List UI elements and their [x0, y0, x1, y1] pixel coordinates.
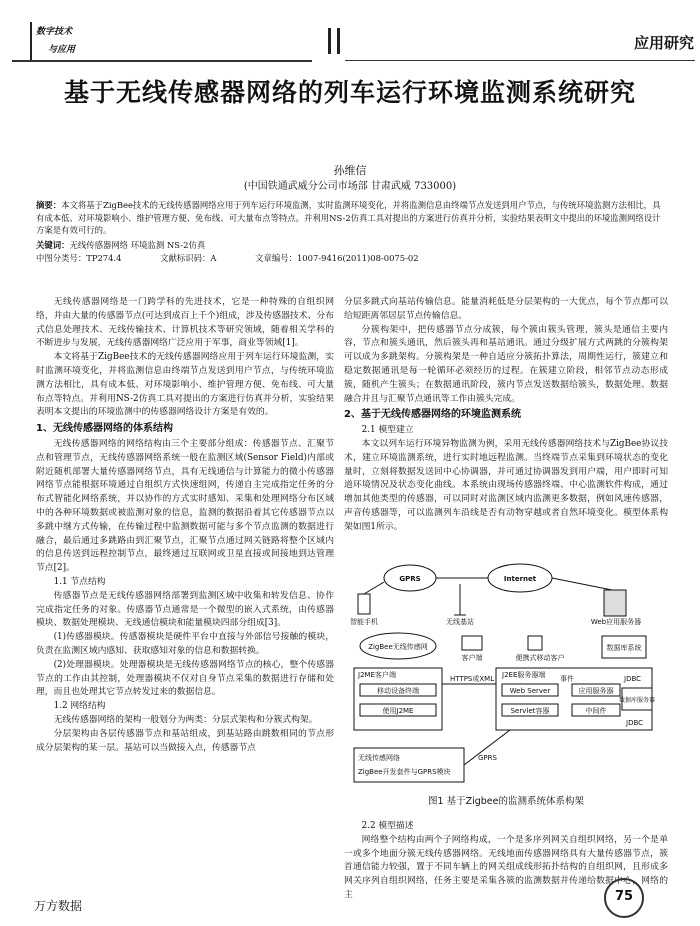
clc-number: 中图分类号：TP274.4 — [36, 253, 122, 263]
web-server-label: Web应用服务器 — [590, 618, 642, 626]
header-rule-left — [12, 60, 312, 62]
classification-meta — [36, 252, 666, 264]
db-system-label: 数据库系统 — [606, 644, 642, 652]
jdbc-label: JDBC — [624, 675, 642, 683]
abstract-text: 本文将基于ZigBee技术的无线传感器网络应用于列车运行环境监测，实时监测环境变化，并将监测信息由终端节点发送到用户节点，与传统环境监测方法相比，具有成本低、对环境影响小、维护管理方便、免布线、可大量布点等特点。并利用NS-2仿真工具对提出的方案进行仿真并分析，实验结果表明文中提出的环境监测网络设计方案是有效可行的。 — [36, 200, 661, 235]
figure-1-architecture — [350, 560, 658, 792]
subsection-heading: 2.2 模型描述 — [361, 821, 414, 831]
phone-label: 智能手机 — [350, 618, 378, 626]
article-number: 文章编号：1007-9416(2011)08-0075-02 — [255, 253, 419, 263]
servlet-label: Servlet容器 — [510, 707, 550, 715]
middleware-label: 中间件 — [585, 707, 607, 715]
mobile-client-label: 便携式移动客户 — [515, 654, 565, 662]
paragraph: 网络整个结构由两个子网络构成，一个是多序列网关自组织网络，另一个是单一或多个地面分簇无线传感器网络。无线地面传感器网络具有大量传感器节点，簇首通信能力较强，置于不同车辆上的网关组成线形拓扑结构的自组织网，且形成多网关序列自组织网络，任务主要是采集各簇的监测数据并传递给数据中心，网络的主 — [344, 834, 668, 900]
app-server-label: 应用服务器 — [578, 687, 614, 695]
left-column — [36, 296, 334, 755]
page-number-badge — [604, 878, 644, 918]
abstract-label: 摘要： — [36, 200, 62, 210]
header-rule-right — [345, 60, 695, 61]
logo-mark — [30, 22, 32, 62]
affiliation: (中国铁通武威分公司市场部 甘肃武威 733000) — [243, 181, 457, 192]
paragraph: 无线传感器网络的架构一般划分为两类：分层式架构和分簇式构架。 — [53, 714, 318, 725]
section-heading: 2、基于无线传感器网络的环境监测系统 — [344, 409, 521, 421]
paper-title: 基于无线传感器网络的列车运行环境监测系统研究 — [63, 78, 636, 107]
doc-code: 文献标识码：A — [160, 253, 217, 263]
section-heading: 1、无线传感器网络的体系结构 — [36, 423, 173, 435]
logo-line1: 数字技术 — [36, 27, 73, 37]
https-label: HTTPS或XML — [450, 675, 495, 683]
paragraph: (2)处理器模块。处理器模块是无线传感器网络节点的核心，整个传感器节点的工作由其控制，处理器模块不仅对自身节点采集的数据进行存储和处理，而且也处理其它节点转发过来的数据信息。 — [36, 659, 334, 698]
watermark-footer: 万方数据 — [34, 899, 83, 913]
author: 孙维信 — [333, 164, 367, 177]
event-label: 事件 — [560, 675, 574, 683]
paragraph: 传感器节点是无线传感器网络部署到监测区域中收集和转发信息、协作完成指定任务的对象。传感器节点通常是一个微型的嵌入式系统，由传感器模块、数据处理模块、无线通信模块和能量模块四部分组成[3]。 — [36, 590, 334, 629]
wsn-label: 无线传感网络 — [358, 754, 400, 762]
db-label: 数据库服务器 — [618, 697, 656, 704]
right-column-top — [344, 296, 668, 535]
paragraph: 分层架构由各层传感器节点和基站组成，到基站路由跳数相同的节点形成分层架构的某一层。基站可以当做接入点，传感器节点 — [36, 728, 334, 753]
keywords-label: 关键词： — [36, 240, 70, 250]
subsection-heading: 1.1 节点结构 — [53, 576, 106, 587]
use-j2me-label: 使用J2ME — [382, 707, 414, 715]
logo-line2: 与应用 — [48, 45, 76, 55]
figure-caption: 图1 基于Zigbee的监测系统体系构架 — [428, 796, 584, 807]
section-tag: 应用研究 — [633, 34, 694, 52]
keywords — [36, 239, 666, 252]
comm-device-label: 移动设备终端 — [377, 687, 419, 695]
paragraph: 本文以列车运行环境异物监测为例，采用无线传感器网络技术与ZigBee协议技术，建立环境监测系统，进行实时地远程监测。当终端节点采集到环境状态的变化量时，立刻将数据发送回中心协调器，并可通过协调器发到用户端，用户即时可知道环境情况及状态变化曲线。本系统由现场传感器终端、中心监测软件构成，通过增加其他类型的传感器，可以同时对监测区域内监测更多数据，例如风速传感器，声音传感器等，可以监测列车沿线是否有动物穿越或者自然环境变化。模型体系构架如图1所示。 — [344, 438, 668, 532]
client-icon — [462, 636, 482, 650]
zigbee-net-label: ZigBee无线传感网 — [368, 643, 428, 651]
zigbee-dev-label: ZigBee开发套件与GPRS模块 — [358, 768, 451, 776]
jdbc2-label: JDBC — [626, 719, 644, 727]
paragraph: 分层多跳式向基站传输信息。能量消耗低是分层架构的一大优点，每个节点都可以给短距离邻居层节点传输信息。 — [344, 297, 668, 321]
paragraph: 无线传感器网络是一门跨学科的先进技术，它是一种特殊的自组织网络，并由大量的传感器节点(可达到成百上千个)组成，涉及传感器技术、分布式信息处理技术、无线传输技术、计算机技术等研究领域，随着相关学科的不断进步与发展，无线传感器网络广泛应用于军事，商业等领域[1]。 — [36, 297, 334, 349]
web-srv-label: Web Server — [509, 687, 551, 695]
paragraph: (1)传感器模块。传感器模块是硬件平台中直接与外部信号接触的模块，负责在监测区域内感知、获取感知对象的信息和数据转换。 — [36, 632, 334, 656]
header-bars — [328, 28, 346, 58]
gprs2-label: GPRS — [478, 754, 497, 762]
subsection-heading: 2.1 模型建立 — [361, 425, 414, 436]
paragraph: 本文将基于ZigBee技术的无线传感器网络应用于列车运行环境监测，实时监测环境变化，并将监测信息由终端节点发送到用户节点，与传统环境监测方法相比，具有成本低、对环境影响小、维护管理方便、免布线、可大量布点等特点。并利用NS-2仿真工具对提出的方案进行仿真并分析，实验结果表明本文提出的环境监测中的传感器网络设计方案是有效的。 — [36, 352, 334, 418]
client-label: 客户端 — [461, 654, 483, 662]
abstract — [36, 199, 666, 237]
gprs-label: GPRS — [399, 575, 421, 583]
phone-icon — [358, 594, 370, 614]
paragraph: 无线传感器网络的网络结构由三个主要部分组成：传感器节点、汇聚节点和管理节点，无线传感器网络系统一般在监测区域(Sensor Field)内部或附近随机部署大量传感器网络节点，具有无线通信与计算能力的微小传感器网络节点能根据环境通过自组织方式快速组网，传递自主完成指定任务的分布式智能化网络系统，并以协作的方式实时感知、采集和处理网络分布区域中的各种环境数据或被监测对象的信息，监测的数据沿着其它传感器节点以多跳中继方式传输，在传输过程中监测数据可能与多个节点监测的数据进行融合，最后通过多跳路由到汇聚节点，汇聚节点通过网关链路将整个区域内的信息传送到远程控制节点，最终通过互联网或卫星直接或间接地到达管理节点[2]。 — [36, 438, 334, 574]
paragraph: 分簇构架中，把传感器节点分成簇，每个簇由簇头管理，簇头是通信主要内容，节点和簇头通讯，然后簇头再和基站通讯。通过分级扩展方式两跳的分簇构架可以成为多跳架构。分簇构架是一种自适应分簇拓扑算法，周期性运行，簇建立和稳定数据通讯是每一轮循环必须经历的过程。在簇建立阶段，相邻节点动态形成簇，随机产生簇头；在数据通讯阶段，簇内节点发送数据给簇头，数据处理、数据融合并且与汇聚节点通讯等工作由簇头完成。 — [344, 324, 668, 404]
page-number: 75 — [614, 889, 634, 904]
server-icon — [604, 590, 626, 616]
j2me-client-label: J2ME客户端 — [358, 671, 396, 679]
station-label: 无线基站 — [446, 618, 474, 626]
subsection-heading: 1.2 网络结构 — [53, 701, 106, 712]
mobile-client-icon — [528, 636, 542, 650]
j2ee-server-label: J2EE服务器端 — [502, 671, 546, 679]
keywords-text: 无线传感器网络 环境监测 NS-2仿真 — [69, 240, 206, 250]
internet-label: Internet — [503, 575, 537, 583]
